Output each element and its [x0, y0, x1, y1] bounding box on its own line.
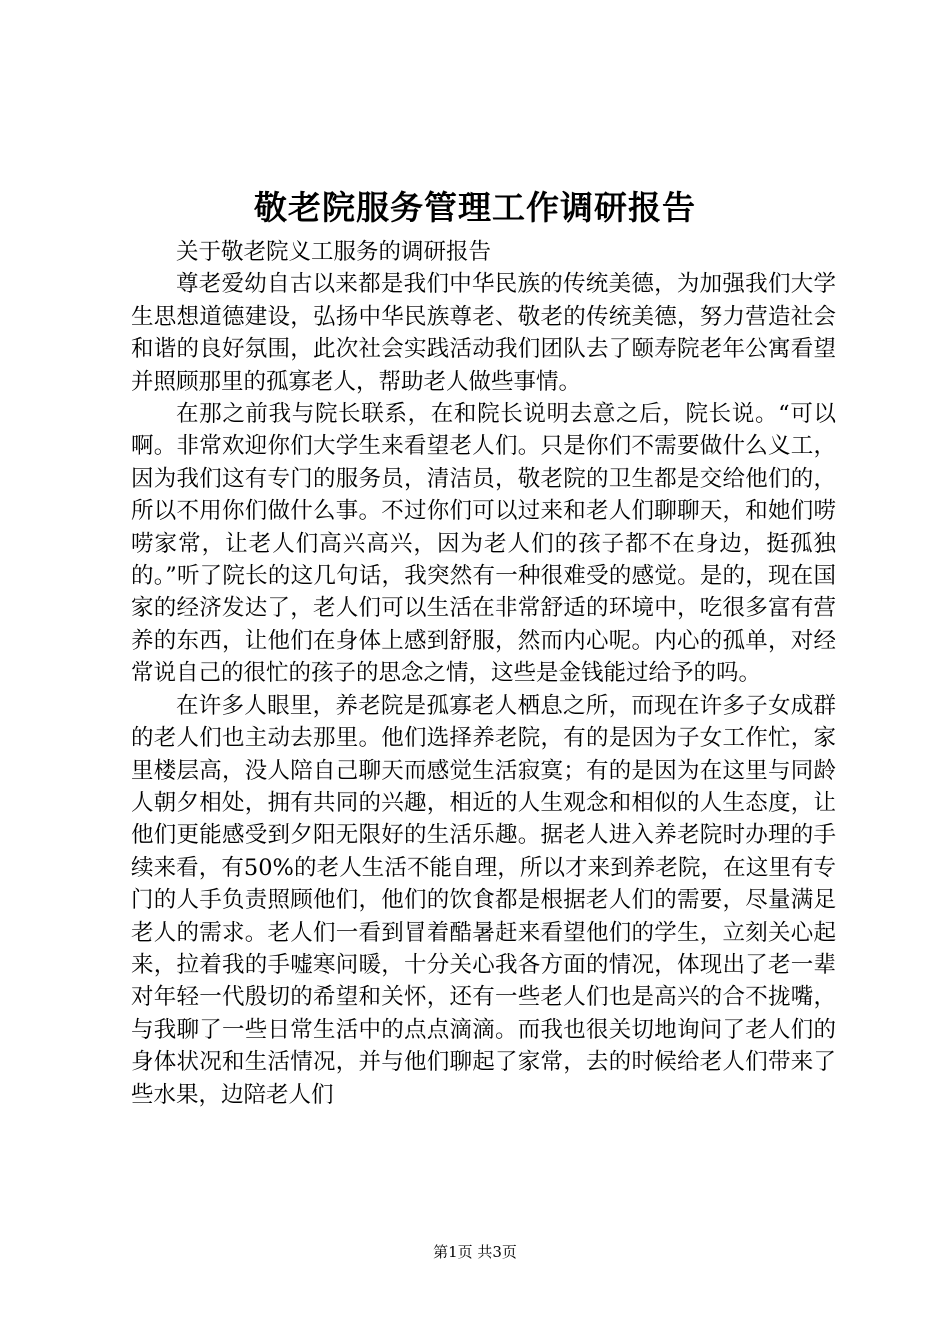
- body-paragraph: 尊老爱幼自古以来都是我们中华民族的传统美德，为加强我们大学生思想道德建设，弘扬中华民族尊老、敬老的传统美德，努力营造社会和谐的良好氛围，此次社会实践活动我们团队去了颐寿院老年公寓看望并照顾那里的孤寡老人，帮助老人做些事情。: [131, 271, 836, 395]
- document-title: 敬老院服务管理工作调研报告: [254, 188, 696, 227]
- body-paragraph: 在许多人眼里，养老院是孤寡老人栖息之所，而现在许多子女成群的老人们也主动去那里。他们选择养老院，有的是因为子女工作忙，家里楼层高，没人陪自己聊天而感觉生活寂寞；有的是因为在这里与同龄人朝夕相处，拥有共同的兴趣，相近的人生观念和相似的人生态度，让他们更能感受到夕阳无限好的生活乐趣。据老人进入养老院时办理的手续来看，有50%的老人生活不能自理，所以才来到养老院，在这里有专门的人手负责照顾他们，他们的饮食都是根据老人们的需要，尽量满足老人的需求。老人们一看到冒着酷暑赶来看望他们的学生，立刻关心起来，拉着我的手嘘寒问暖，十分关心我各方面的情况，体现出了老一辈对年轻一代殷切的希望和关怀，还有一些老人们也是高兴的合不拢嘴，与我聊了一些日常生活中的点点滴滴。而我也很关切地询问了老人们的身体状况和生活情况，并与他们聊起了家常，去的时候给老人们带来了些水果，边陪老人们: [131, 692, 836, 1108]
- page-number-footer: 第1页 共3页: [433, 1243, 517, 1261]
- body-paragraph: 在那之前我与院长联系，在和院长说明去意之后，院长说。“可以啊。非常欢迎你们大学生来看望老人们。只是你们不需要做什么义工，因为我们这有专门的服务员，清洁员，敬老院的卫生都是交给他们的，所以不用你们做什么事。不过你们可以过来和老人们聊聊天，和她们唠唠家常，让老人们高兴高兴，因为老人们的孩子都不在身边，挺孤独的。”听了院长的这几句话，我突然有一种很难受的感觉。是的，现在国家的经济发达了，老人们可以生活在非常舒适的环境中，吃很多富有营养的东西，让他们在身体上感到舒服，然而内心呢。内心的孤单，对经常说自己的很忙的孩子的思念之情，这些是金钱能过给予的吗。: [131, 401, 836, 687]
- subtitle-paragraph: 关于敬老院义工服务的调研报告: [176, 239, 492, 265]
- document-body: [131, 236, 836, 1111]
